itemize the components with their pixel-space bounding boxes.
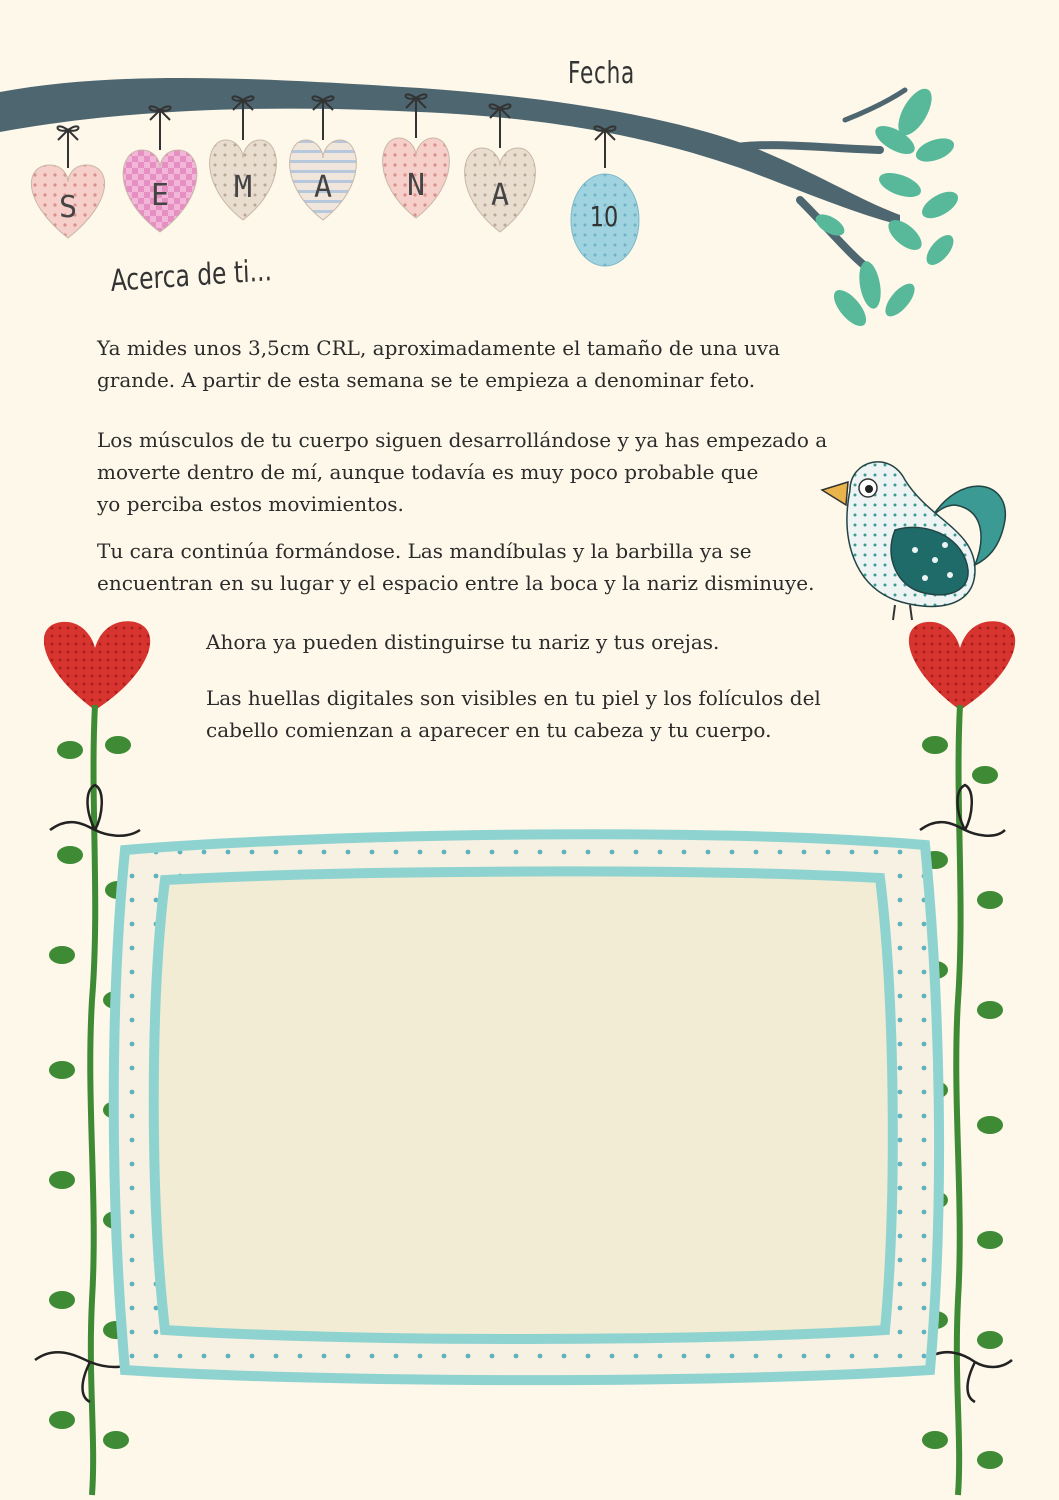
- week-letter-a2: A: [490, 178, 510, 213]
- bird-illustration: [822, 462, 1005, 620]
- week-letter-n: N: [406, 168, 426, 203]
- paragraph-line: Las huellas digitales son visibles en tu piel y los folículos del: [206, 686, 821, 710]
- paragraph-line: Ahora ya pueden distinguirse tu nariz y tus orejas.: [206, 630, 720, 654]
- week-letter-m: M: [233, 170, 253, 205]
- paragraph-nose-ears: [206, 626, 719, 658]
- paragraph-line: Los músculos de tu cuerpo siguen desarrollándose y ya has empezado a: [97, 428, 828, 452]
- section-title: Acerca de ti...: [110, 253, 273, 299]
- week-letter-s: S: [58, 190, 78, 225]
- paragraph-line: grande. A partir de esta semana se te empieza a denominar feto.: [97, 368, 756, 392]
- photo-frame: [114, 834, 939, 1380]
- week-number: 10: [589, 200, 619, 233]
- paragraph-line: moverte dentro de mí, aunque todavía es muy poco probable que: [97, 460, 759, 484]
- week-letter-a: A: [313, 170, 333, 205]
- paragraph-line: Ya mides unos 3,5cm CRL, aproximadamente el tamaño de una uva: [97, 336, 781, 360]
- paragraph-line: encuentran en su lugar y el espacio entre la boca y la nariz disminuye.: [97, 571, 815, 595]
- paragraph-fingerprints: [206, 682, 821, 746]
- paragraph-muscles: [97, 424, 827, 520]
- paragraph-line: yo perciba estos movimientos.: [97, 492, 404, 516]
- hanging-heart-icon: [31, 138, 535, 238]
- paragraph-line: cabello comienzan a aparecer en tu cabeza y tu cuerpo.: [206, 718, 772, 742]
- week-letter-e: E: [150, 178, 170, 213]
- paragraph-line: Tu cara continúa formándose. Las mandíbulas y la barbilla ya se: [97, 539, 752, 563]
- date-label: Fecha: [568, 56, 635, 91]
- paragraph-size: [97, 332, 780, 396]
- paragraph-face: [97, 535, 814, 599]
